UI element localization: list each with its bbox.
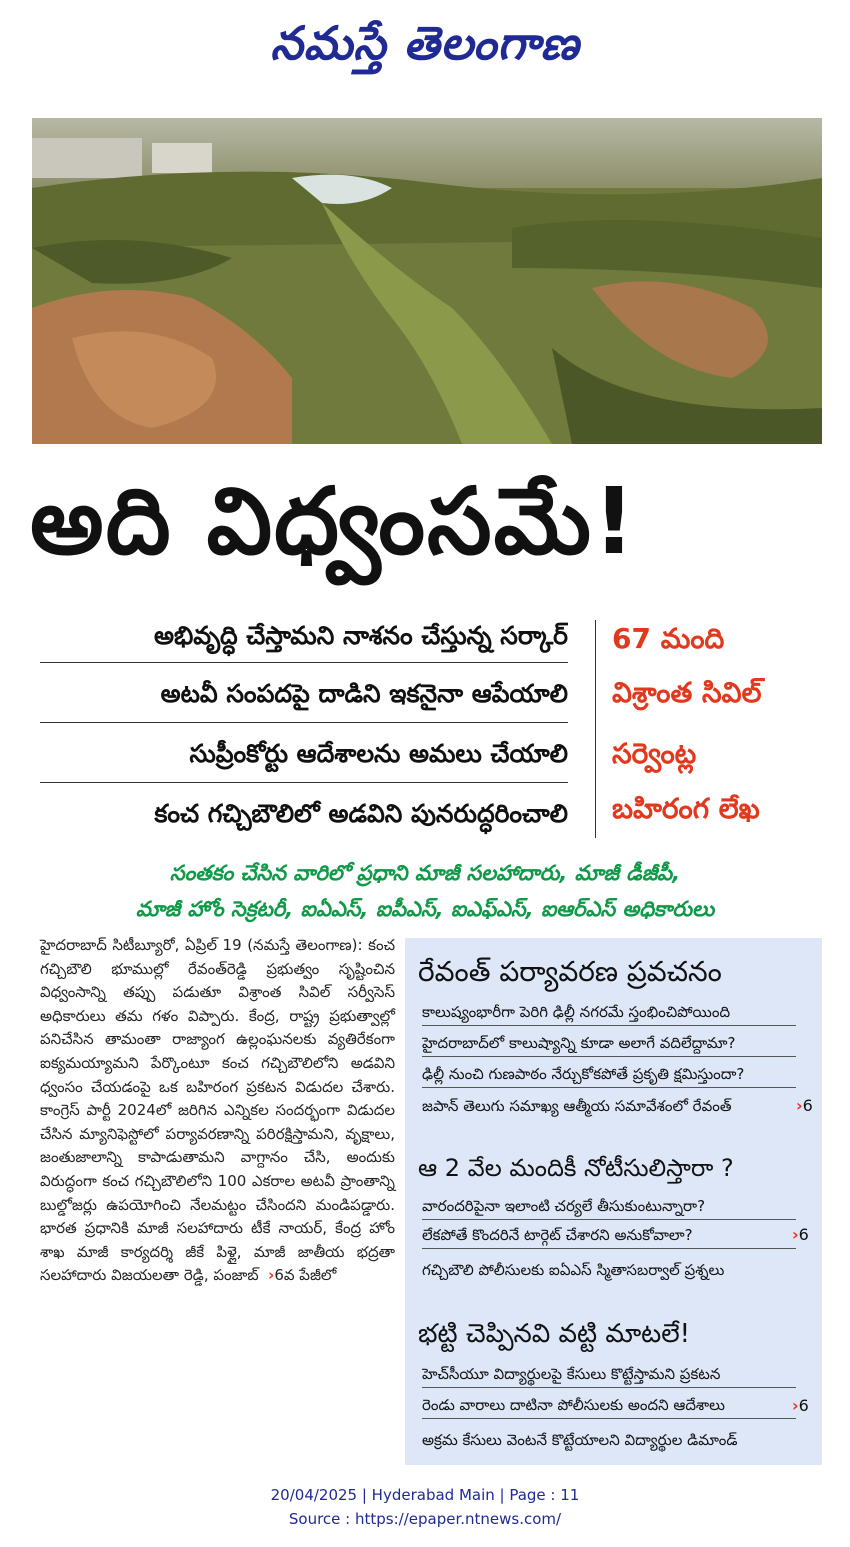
pageref-arrow-icon: › xyxy=(792,1396,799,1415)
forest-photo-drawing xyxy=(32,118,822,444)
side-panel-line-1: 67 మంది xyxy=(612,622,725,655)
box-section-3-line: అక్రమ కేసులు వెంటనే కొట్టేయాలని విద్యార్థుల డిమాండ్ xyxy=(422,1431,738,1449)
subhead-3: సుప్రీంకోర్టు ఆదేశాలను అమలు చేయాలి xyxy=(189,739,568,768)
column-divider xyxy=(595,620,596,838)
subhead-1: అభివృద్ధి చేస్తామని నాశనం చేస్తున్న సర్కార్ xyxy=(154,621,568,650)
box-section-2-pageref xyxy=(792,1225,809,1244)
box-section-2-line: గచ్చిబౌలి పోలీసులకు ఐఏఎస్ స్మితాసబర్వాల్ ప్రశ్నలు xyxy=(422,1261,725,1279)
side-panel-line-2: విశ్రాంత సివిల్ xyxy=(612,676,762,709)
masthead xyxy=(0,6,850,80)
box-section-3-line: హెచ్‌సీయూ విద్యార్థులపై కేసులు కొట్టేస్తామని ప్రకటన xyxy=(422,1362,796,1388)
box-section-2-title: ఆ 2 వేల మందికీ నోటీసులిస్తారా ? xyxy=(418,1154,734,1182)
article-text: హైదరాబాద్ సిటీబ్యూరో, ఏప్రిల్ 19 (నమస్తే తెలంగాణ): కంచ గచ్చిబౌలి భూముల్లో రేవంత్‌రెడ్డి ప్రభుత్వం సృష్టించిన విధ్వంసాన్ని తప్పు పడుతూ విశ్రాంత సివిల్ సర్వీసెస్ అధికారులు తమ గళం విప్పారు. కేంద్ర, రాష్ట్ర ప్రభుత్వాల్లో పనిచేసిన తామంతా రాజ్యాంగ ఉల్లంఘనలకు వ్యతిరేకంగా ఐక్యమయ్యామని పేర్కొంటూ కంచ గచ్చిబౌలిలోని అడవిని ధ్వంసం చేయడంపై ఒక బహిరంగ ప్రకటన విడుదల చేశారు. కాంగ్రెస్ పార్టీ 2024లో జరిగిన ఎన్నికల సందర్భంగా విడుదల చేసిన మ్యానిఫెస్టోలో పర్యావరణాన్ని పరిరక్షిస్తామని, వృక్షాలు, జంతుజాలాన్ని కాపాడుతామని వాగ్దానం చేసి, అందుకు విరుద్ధంగా కంచ గచ్చిబౌలిలోని 100 ఎకరాల అటవీ ప్రాంతాన్ని బుల్డోజర్లు ఉపయోగించి నేలమట్టం చేసిందని మండిపడ్డారు. భారత ప్రధానికి మాజీ సలహాదారు టీకే నాయర్, కేంద్ర హోం శాఖ మాజీ కార్యదర్శి జీకే పిళ్లై, మాజీ జాతీయ భద్రతా సలహాదారు విజయలతా రెడ్డి, పంజాబ్ xyxy=(40,936,395,1285)
pageref-arrow-icon: › xyxy=(792,1225,799,1244)
box-section-1-line: హైదరాబాద్‌లో కాలుష్యాన్ని కూడా అలాగే వదిలేద్దామా? xyxy=(422,1031,796,1057)
article-body xyxy=(40,934,395,1288)
masthead-title: నమస్తే తెలంగాణ xyxy=(270,16,580,70)
article-continued: 6వ పేజీలో xyxy=(274,1266,337,1285)
pageref-arrow-icon: › xyxy=(796,1096,803,1115)
box-section-3-line: రెండు వారాలు దాటినా పోలీసులకు అందని ఆదేశాలు xyxy=(422,1393,796,1419)
signatories-line-2: మాజీ హోం సెక్రటరీ, ఐఏఎస్, ఐపీఎస్, ఐఎఫ్ఎస్, ఐఆర్ఎస్ అధికారులు xyxy=(135,897,715,921)
box-section-1-line: ఢిల్లీ నుంచి గుణపాఠం నేర్చుకోకపోతే ప్రకృతి క్షమిస్తుందా? xyxy=(422,1062,796,1088)
box-section-1-pageref xyxy=(796,1096,813,1115)
pageref-number: 6 xyxy=(798,1396,809,1415)
footer-page-info: 20/04/2025 | Hyderabad Main | Page : 11 xyxy=(270,1486,580,1504)
footer-source: Source : https://epaper.ntnews.com/ xyxy=(288,1510,562,1528)
subhead-rule xyxy=(40,722,568,723)
box-section-1-title: రేవంత్ పర్యావరణ ప్రవచనం xyxy=(418,955,722,988)
pageref-number: 6 xyxy=(802,1096,813,1115)
main-headline-text: అది విధ్వంసమే! xyxy=(30,468,637,575)
subhead-rule xyxy=(40,662,568,663)
continued-arrow-icon: › xyxy=(268,1266,275,1285)
box-section-3-pageref xyxy=(792,1396,809,1415)
box-section-2-line: వారందరిపైనా ఇలాంటి చర్యలే తీసుకుంటున్నారా? xyxy=(422,1194,796,1220)
side-panel-line-4: బహిరంగ లేఖ xyxy=(612,792,760,825)
box-section-3-title: భట్టి చెప్పినవి వట్టి మాటలే! xyxy=(418,1319,691,1349)
signatories-line-1: సంతకం చేసిన వారిలో ప్రధాని మాజీ సలహాదారు, మాజీ డీజీపీ, xyxy=(169,861,681,885)
subhead-2: అటవీ సంపదపై దాడిని ఇకనైనా ఆపేయాలి xyxy=(160,679,568,708)
subhead-rule xyxy=(40,782,568,783)
subhead-4: కంచ గచ్చిబౌలిలో అడవిని పునరుద్ధరించాలి xyxy=(154,799,568,828)
main-headline xyxy=(30,452,820,592)
box-section-1-line: జపాన్ తెలుగు సమాఖ్య ఆత్మీయ సమావేశంలో రేవంత్ xyxy=(422,1097,732,1115)
pageref-number: 6 xyxy=(798,1225,809,1244)
box-section-2-line: లేకపోతే కొందరినే టార్గెట్ చేశారని అనుకోవాలా? xyxy=(422,1223,796,1249)
side-panel-line-3: సర్వెంట్ల xyxy=(612,737,697,770)
box-section-1-line: కాలుష్యంభారీగా పెరిగి ఢిల్లీ నగరమే స్తంభించిపోయింది xyxy=(422,1000,796,1026)
forest-photo xyxy=(32,118,822,444)
